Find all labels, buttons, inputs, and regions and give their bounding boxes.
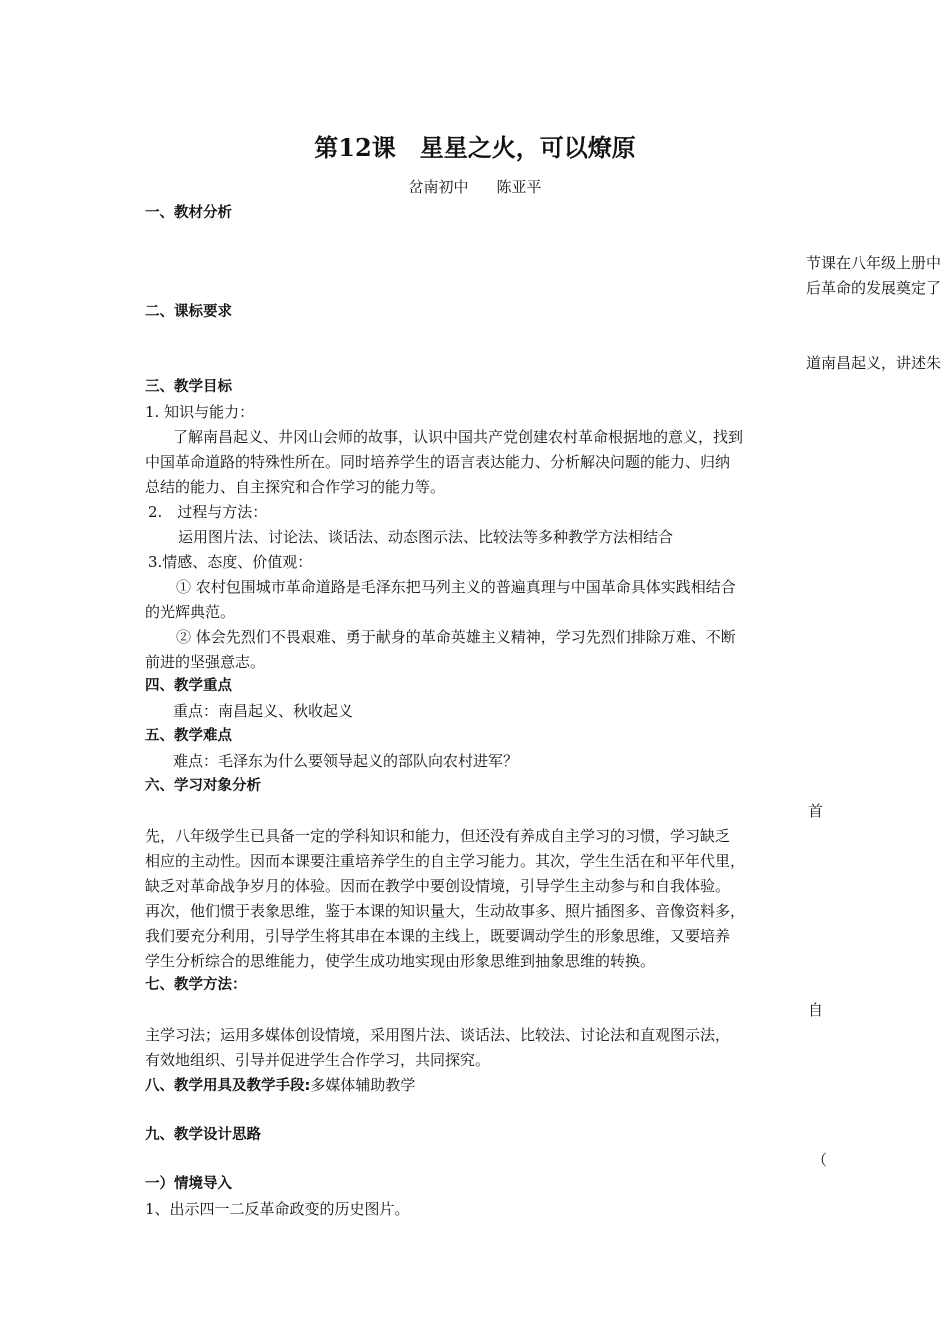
section-6-line-2: 相应的主动性。因而本课要注重培养学生的自主学习能力。其次，学生生活在和平年代里，	[145, 852, 746, 870]
goal-3b-line-1: ② 体会先烈们不畏艰难、勇于献身的革命英雄主义精神，学习先烈们排除万难、不断	[176, 628, 736, 646]
page-title: 第12课 星星之火，可以燎原	[314, 133, 636, 162]
section-heading-8-line	[145, 1075, 415, 1096]
goal-1-line-2: 中国革命道路的特殊性所在。同时培养学生的语言表达能力、分析解决问题的能力、归纳	[145, 453, 731, 471]
section-6-line-5: 我们要充分利用，引导学生将其串在本课的主线上，既要调动学生的形象思维，又要培养	[145, 927, 731, 945]
section-6-line-1: 先，八年级学生已具备一定的学科知识和能力，但还没有养成自主学习的习惯，学习缺乏	[145, 827, 731, 845]
section-5-text: 难点：毛泽东为什么要领导起义的部队向农村进军？	[173, 752, 519, 770]
section-heading-3: 三、教学目标	[145, 379, 232, 395]
section-2-line-1: 道南昌起义，讲述朱	[806, 354, 942, 372]
author-line	[0, 177, 950, 197]
section-heading-6: 六、学习对象分析	[145, 778, 261, 794]
section-heading-4: 四、教学重点	[145, 678, 232, 694]
section-1-line-1: 节课在八年级上册中	[806, 254, 942, 272]
section-6-line-6: 学生分析综合的思维能力，使学生成功地实现由形象思维到抽象思维的转换。	[145, 952, 656, 970]
section-9-subheading: 一）情境导入	[145, 1176, 232, 1192]
author-name: 陈亚平	[496, 178, 542, 196]
section-7-line-1: 主学习法；运用多媒体创设情境，采用图片法、谈话法、比较法、讨论法和直观图示法，	[145, 1026, 731, 1044]
section-heading-1: 一、教材分析	[145, 205, 232, 221]
goal-2-label: 2. 过程与方法：	[148, 503, 268, 521]
section-7-line-2: 有效地组织、引导并促进学生合作学习，共同探究。	[145, 1051, 491, 1069]
goal-1-label: 1. 知识与能力：	[145, 403, 255, 421]
section-heading-7: 七、教学方法：	[145, 977, 247, 993]
section-heading-2: 二、课标要求	[145, 304, 232, 320]
school-name: 岔南初中	[408, 178, 469, 196]
section-6-line-3: 缺乏对革命战争岁月的体验。因而在教学中要创设情境，引导学生主动参与和自我体验。	[145, 877, 731, 895]
section-9-paren: （	[812, 1151, 828, 1169]
section-heading-5: 五、教学难点	[145, 728, 232, 744]
section-9-line-1: 1、出示四一二反革命政变的历史图片。	[145, 1200, 410, 1218]
goal-3a-line-1: ① 农村包围城市革命道路是毛泽东把马列主义的普遍真理与中国革命具体实践相结合	[176, 578, 736, 596]
goal-3b-line-2: 前进的坚强意志。	[145, 653, 266, 671]
section-heading-8: 八、教学用具及教学手段:	[145, 1078, 311, 1094]
goal-1-line-3: 总结的能力、自主探究和合作学习的能力等。	[145, 478, 446, 496]
section-8-text: 多媒体辅助教学	[310, 1076, 416, 1094]
goal-3a-line-2: 的光辉典范。	[145, 603, 236, 621]
goal-3-label: 3.情感、态度、价值观：	[148, 553, 313, 571]
section-6-first-char: 首	[808, 802, 824, 820]
goal-2-line-1: 运用图片法、讨论法、谈话法、动态图示法、比较法等多种教学方法相结合	[178, 528, 674, 546]
goal-1-line-1: 了解南昌起义、井冈山会师的故事，认识中国共产党创建农村革命根据地的意义，找到	[173, 428, 744, 446]
section-6-line-4: 再次，他们惯于表象思维，鉴于本课的知识量大，生动故事多、照片插图多、音像资料多，	[145, 902, 746, 920]
section-heading-9: 九、教学设计思路	[145, 1127, 261, 1143]
section-4-text: 重点：南昌起义、秋收起义	[173, 702, 354, 720]
section-7-first-char: 自	[808, 1001, 824, 1019]
section-1-line-2: 后革命的发展奠定了	[806, 279, 942, 297]
